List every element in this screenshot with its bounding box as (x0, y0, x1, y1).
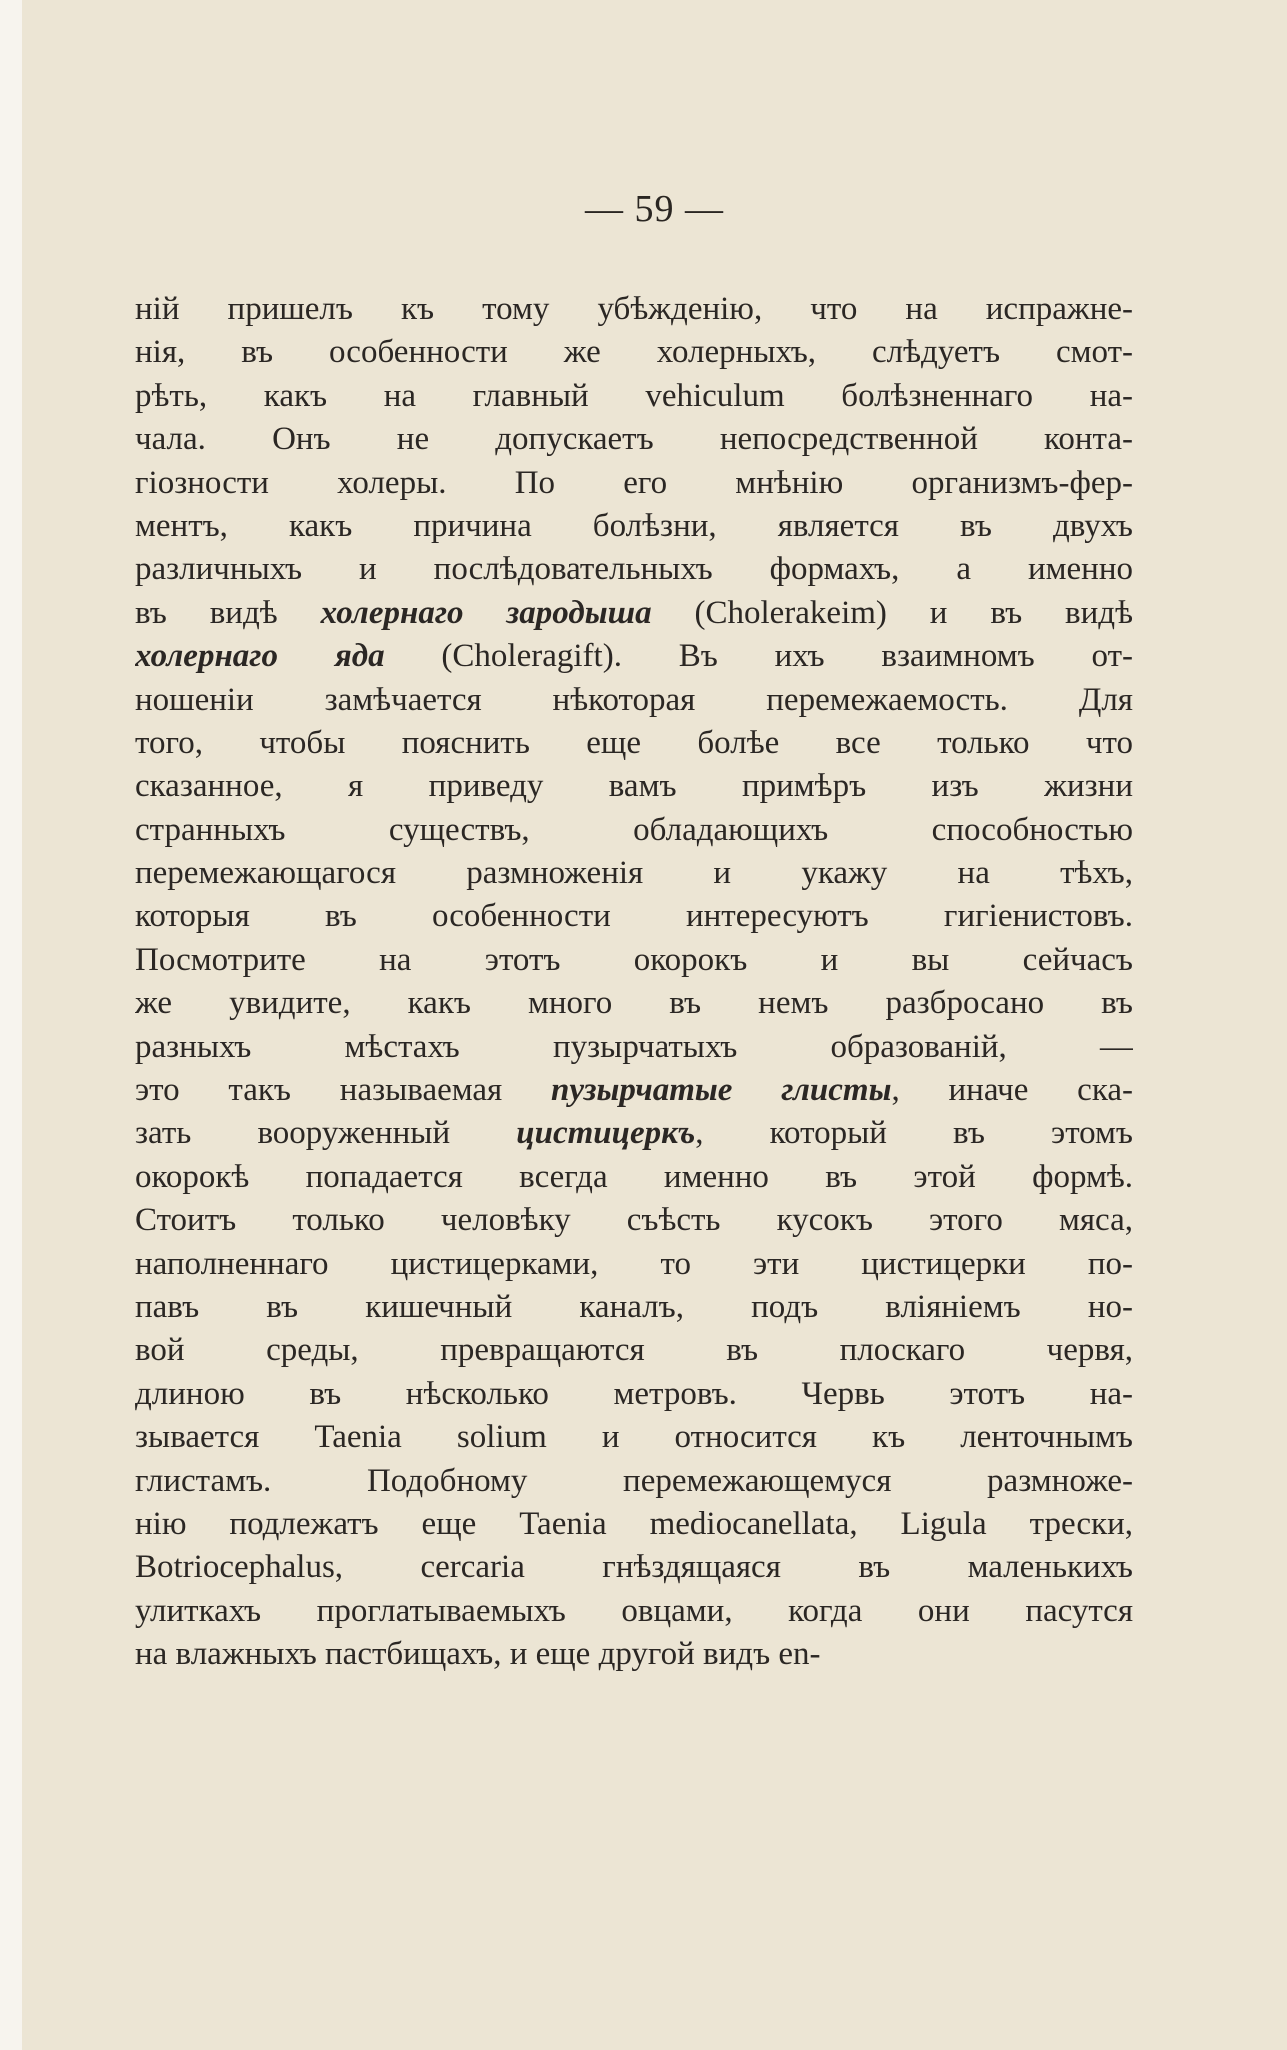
text-line: длиною въ нѣсколько метровъ. Червь этотъ на- (135, 1375, 1133, 1412)
body-text (135, 288, 1133, 1677)
text-line: зать вооруженный цистицеркъ, который въ этомъ (135, 1115, 1133, 1152)
text-line: перемежающагося размноженія и укажу на тѣхъ, (135, 855, 1133, 892)
text-line: рѣть, какъ на главный vehiculum болѣзненнаго на- (135, 377, 1133, 414)
text-line: чала. Онъ не допускаетъ непосредственной конта- (135, 421, 1133, 458)
text-line: въ видѣ холернаго зародыша (Cholerakeim) и въ видѣ (135, 594, 1133, 631)
text-line: окорокѣ попадается всегда именно въ этой формѣ. (135, 1158, 1133, 1195)
text-line: ній пришелъ къ тому убѣжденію, что на испражне- (135, 291, 1133, 327)
text-line: на влажныхъ пастбищахъ, и еще другой видъ en- (135, 1636, 821, 1673)
text-line: зывается Taenia solium и относится къ ленточнымъ (135, 1419, 1133, 1456)
text-line: холернаго яда (Choleragift). Въ ихъ взаимномъ от- (135, 638, 1133, 675)
text-line: же увидите, какъ много въ немъ разбросано въ (135, 985, 1133, 1022)
page-left-margin (0, 0, 22, 2050)
text-line: Стоитъ только человѣку съѣсть кусокъ этого мяса, (135, 1202, 1133, 1239)
text-line: ментъ, какъ причина болѣзни, является въ двухъ (135, 507, 1133, 544)
text-line: это такъ называемая пузырчатые глисты, иначе ска- (135, 1072, 1133, 1109)
text-line: того, чтобы пояснить еще болѣе все только что (135, 724, 1133, 761)
text-line: Botriocephalus, cercaria гнѣздящаяся въ маленькихъ (135, 1549, 1133, 1586)
text-line: разныхъ мѣстахъ пузырчатыхъ образованій, — (135, 1028, 1133, 1065)
emphasized-term: пузырчатые глисты (551, 1072, 892, 1109)
text-line: сказанное, я приведу вамъ примѣръ изъ жизни (135, 768, 1133, 805)
text-line: нію подлежатъ еще Taenia mediocanellata, Ligula трески, (135, 1505, 1133, 1542)
text-line: нія, въ особенности же холерныхъ, слѣдуетъ смот- (135, 334, 1133, 371)
text-line: павъ въ кишечный каналъ, подъ вліяніемъ но- (135, 1288, 1133, 1325)
emphasized-term: холернаго яда (135, 638, 385, 675)
text-line: гіозности холеры. По его мнѣнію организмъ-фер- (135, 464, 1133, 501)
text-line: улиткахъ проглатываемыхъ овцами, когда они пасутся (135, 1592, 1133, 1629)
text-line: наполненнаго цистицерками, то эти цистицерки по- (135, 1245, 1133, 1282)
emphasized-term: холернаго зародыша (320, 594, 652, 631)
text-line: которыя въ особенности интересуютъ гигіенистовъ. (135, 898, 1133, 935)
text-line: вой среды, превращаются въ плоскаго червя, (135, 1332, 1133, 1369)
page-number: — 59 — (585, 188, 724, 230)
text-line: глистамъ. Подобному перемежающемуся размноже- (135, 1462, 1133, 1499)
text-line: ношеніи замѣчается нѣкоторая перемежаемость. Для (135, 681, 1133, 718)
emphasized-term: цистицеркъ (516, 1115, 696, 1152)
book-page (22, 0, 1287, 2050)
text-line: странныхъ существъ, обладающихъ способностью (135, 811, 1133, 848)
text-line: Посмотрите на этотъ окорокъ и вы сейчасъ (135, 941, 1133, 978)
text-line: различныхъ и послѣдовательныхъ формахъ, а именно (135, 551, 1133, 588)
